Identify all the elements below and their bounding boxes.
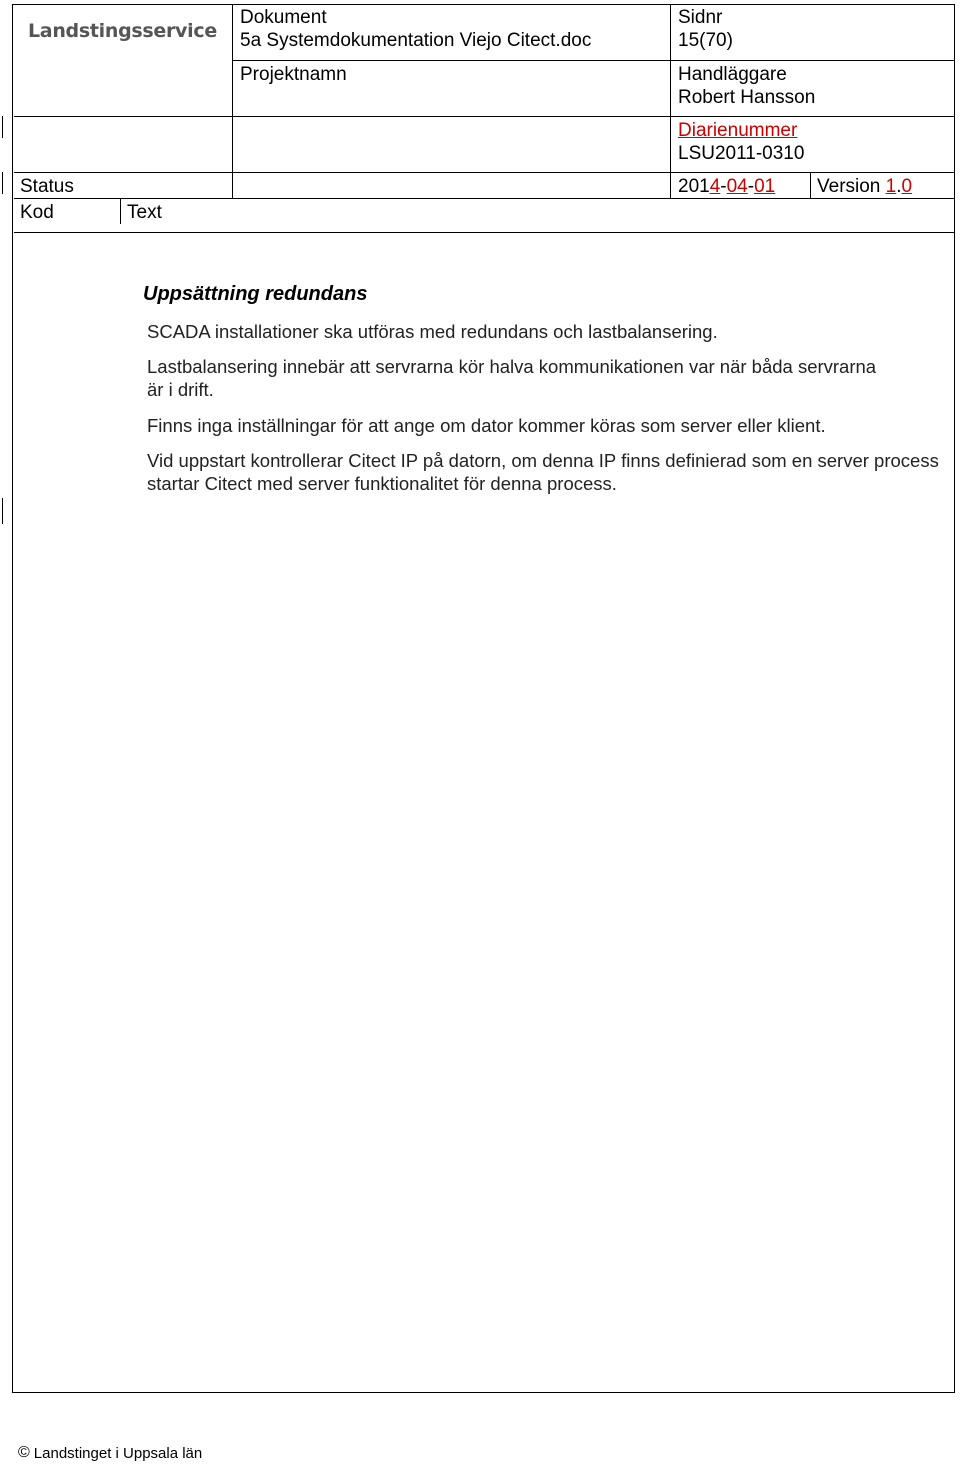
projektnamn-label: Projektnamn — [240, 64, 347, 85]
sidnr-label: Sidnr — [678, 7, 723, 28]
version-part: 0 — [901, 176, 913, 197]
margin-change-bar-2 — [2, 172, 3, 194]
header-rule-3 — [14, 172, 955, 173]
header-divider-right — [670, 4, 671, 198]
status-label: Status — [20, 176, 74, 197]
diarienummer-label: Diarienummer — [678, 120, 798, 141]
header-rule-4 — [14, 198, 955, 199]
logo — [20, 10, 217, 52]
dokument-label: Dokument — [240, 7, 327, 28]
copyright-icon: © — [18, 1444, 30, 1461]
paragraph-2: Lastbalansering innebär att servrarna kör halva kommunikationen var när båda servrarna är i drift. — [147, 356, 877, 400]
version-prefix: Version — [817, 176, 886, 197]
document-date — [678, 175, 775, 198]
handlaggare-value: Robert Hansson — [678, 87, 816, 108]
diarienummer-value: LSU2011-0310 — [678, 143, 805, 164]
header-divider-kod — [120, 198, 121, 224]
sidnr-value: 15(70) — [678, 30, 733, 51]
paragraph-4: Vid uppstart kontrollerar Citect IP på datorn, om denna IP finns definierad som en server process startar Citect med server funktionalitet för denna process. — [147, 450, 939, 494]
date-part: - — [747, 176, 755, 197]
date-part: 4 — [709, 176, 721, 197]
margin-change-bar-3 — [2, 498, 3, 524]
header-divider-logo — [232, 4, 233, 198]
section-heading: Uppsättning redundans — [143, 283, 368, 305]
paragraph-1: SCADA installationer ska utföras med redundans och lastbalansering. — [147, 321, 718, 342]
kod-label: Kod — [20, 202, 54, 223]
footer-text: Landstinget i Uppsala län — [33, 1444, 203, 1462]
header-rule-5 — [14, 232, 955, 233]
paragraph-3: Finns inga inställningar för att ange om dator kommer köras som server eller klient. — [147, 415, 826, 436]
date-part: 01 — [754, 176, 776, 197]
date-part: - — [720, 176, 727, 197]
handlaggare-label: Handläggare — [678, 64, 787, 85]
logo-text: Landstingsservice — [28, 20, 217, 42]
header-rule-2 — [14, 116, 955, 117]
document-version — [817, 175, 912, 198]
header-divider-version — [810, 172, 811, 198]
date-part: 201 — [678, 176, 710, 197]
version-part: . — [896, 176, 902, 197]
header-rule-1 — [232, 60, 955, 61]
footer — [18, 1444, 202, 1462]
version-part: 1 — [885, 176, 897, 197]
date-part: 04 — [726, 176, 748, 197]
margin-change-bar-1 — [2, 116, 3, 138]
dokument-value: 5a Systemdokumentation Viejo Citect.doc — [240, 30, 592, 51]
text-label: Text — [127, 202, 162, 223]
